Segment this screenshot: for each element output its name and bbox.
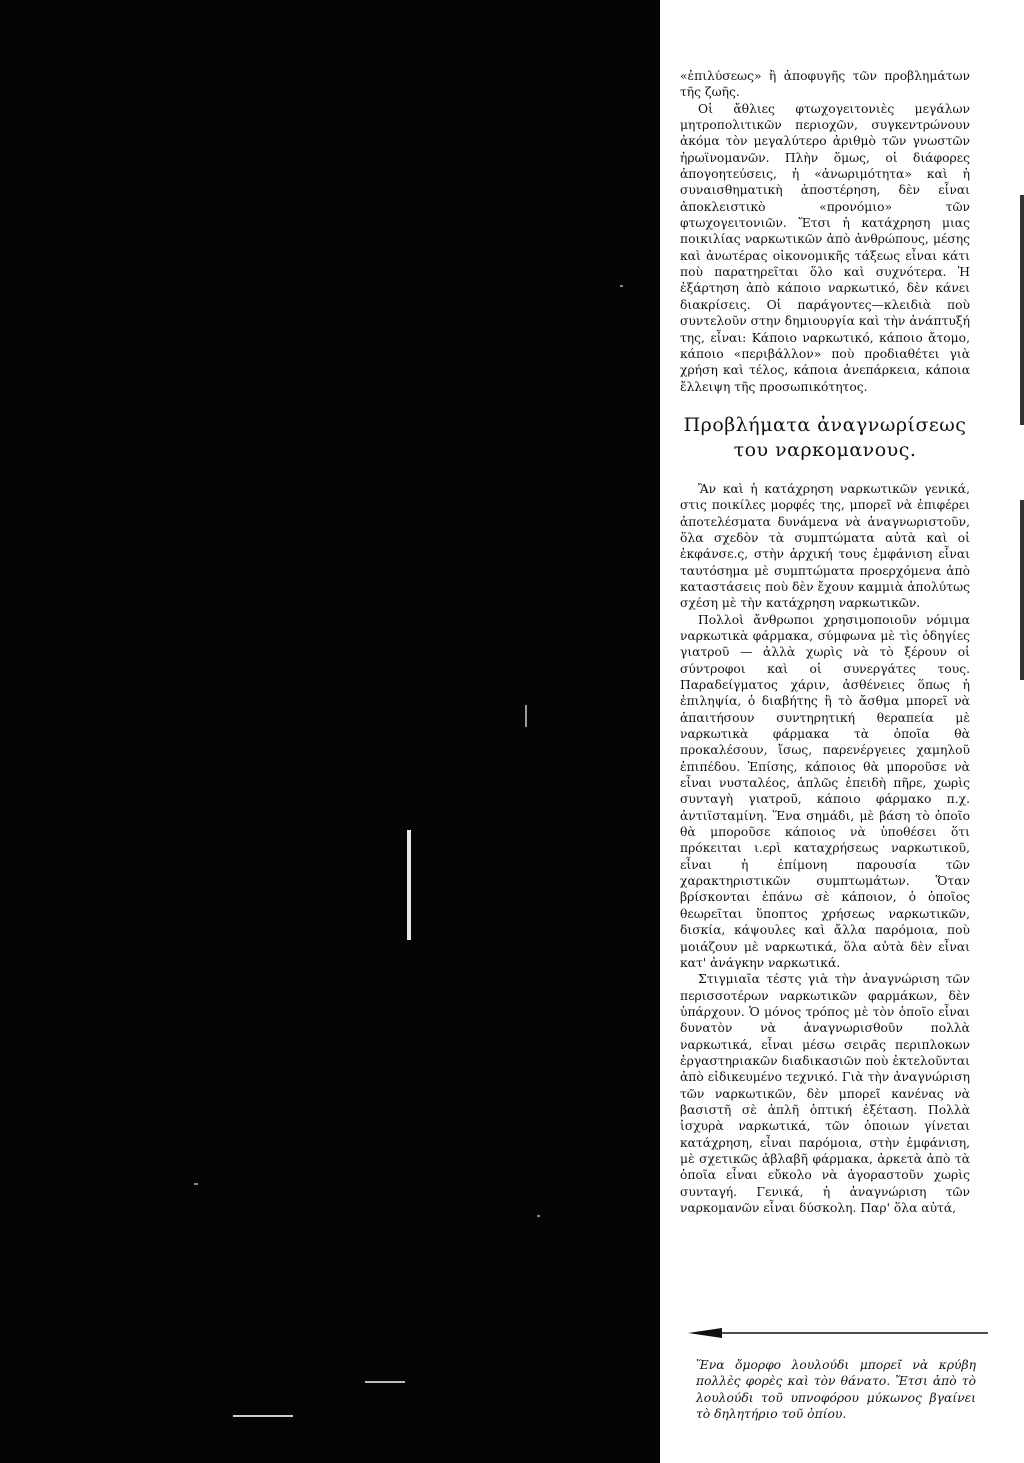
page-edge-mark <box>1020 500 1024 680</box>
photo-caption: Ἕνα ὄμορφο λουλούδι μπορεῖ νὰ κρύβη πολλὲς φορὲς καὶ τὸν θάνατο. Ἔτσι ἀπὸ τὸ λουλούδι τοῦ υπνοφόρου μύκωνος βγαίνει τὸ δηλητήριο τοῦ ὀπίου. <box>696 1358 976 1421</box>
photo-speck <box>233 1415 293 1417</box>
photo-highlight <box>407 830 411 940</box>
photo-speck <box>365 1381 405 1383</box>
caption-arrow-icon <box>688 1326 988 1340</box>
article-paragraph: Στιγμιαῖα τέστς γιὰ τὴν ἀναγνώριση τῶν περισσοτέρων ναρκωτικῶν φαρμάκων, δὲν ὑπάρχουν. Ὁ μόνος τρόπος μὲ τὸν ὁποῖο εἶναι δυνατὸν νὰ ἀναγνωρισθοῦν πολλὰ ναρκωτικά, εἶναι μέσω σειρᾶς περιπλοκων ἐργαστηριακῶν διαδικασιῶν ποὺ ἐκτελοῦνται ἀπὸ εἰδικευμένο τεχνικό. Γιὰ τὴν ἀναγνώριση τῶν ναρκωτικῶν, δὲν μπορεῖ κανένας νὰ βασιστῆ σὲ ἁπλῆ ὀπτική ἐξέταση. Πολλὰ ἰσχυρὰ ναρκωτικά, τῶν ὁποιων γίνεται κατάχρηση, εἶναι παρόμοια, στὴν ἐμφάνιση, μὲ σχετικῶς ἀβλαβῆ φάρμακα, ἀρκετὰ ἀπὸ τὰ ὁποῖα εἶναι εὔκολο νὰ ἀγοραστοῦν χωρὶς συνταγή. Γενικά, ἡ ἀναγνώριση τῶν ναρκομανῶν εἶναι δύσκολη. Παρ' ὅλα αὐτά, <box>680 972 970 1215</box>
article-column <box>680 68 970 1216</box>
photo-speck <box>525 705 527 727</box>
article-paragraph: Οἱ ἄθλιες φτωχογειτονιὲς μεγάλων μητροπολιτικῶν περιοχῶν, συγκεντρώνουν ἀκόμα τὸν μεγαλύτερο ἀριθμὸ τῶν γνωστῶν ἡρωϊνομανῶν. Πλὴν ὅμως, οἱ διάφορες ἀπογοητεύσεις, ἡ «ἀνωριμότητα» καὶ ἡ συναισθηματικὴ ἀποστέρηση, δὲν εἶναι ἀποκλειστικὸ «προνόμιο» τῶν φτωχογειτονιῶν. Ἔτσι ἡ κατάχρηση μιας ποικιλίας ναρκωτικῶν ἀπὸ ἀνθρώπους, μέσης καὶ ἀνωτέρας οἰκονομικῆς τάξεως εἶναι κάτι ποὺ παρατηρεῖται ὅλο καὶ συχνότερα. Ἡ ἐξάρτηση ἀπὸ κάποιο ναρκωτικό, δὲν κάνει διακρίσεις. Οἱ παράγοντες—κλειδιὰ ποὺ συντελοῦν στην δημιουργία καὶ τὴν ἀνάπτυξή της, εἶναι: Κάποιο ναρκωτικό, κάποιο ἄτομο, κάποιο «περιβάλλον» ποὺ προδιαθέτει γιὰ χρήση καὶ τέλος, κάποια ἀνεπάρκεια, κάποια ἔλλειψη τῆς προσωπικότητος. <box>680 101 970 394</box>
article-paragraph: «ἐπιλύσεως» ἢ ἀποφυγῆς τῶν προβλημάτων τῆς ζωῆς. <box>680 69 970 100</box>
article-paragraph: Πολλοὶ ἄνθρωποι χρησιμοποιοῦν νόμιμα ναρκωτικὰ φάρμακα, σύμφωνα μὲ τὶς ὁδηγίες γιατροῦ — ἀλλὰ χωρὶς νὰ τὸ ξέρουν οἱ σύντροφοι καὶ οἱ συνεργάτες τους. Παραδείγματος χάριν, ἀσθένειες ὅπως ἡ ἐπιληψία, ὁ διαβήτης ἢ τὸ ἄσθμα μπορεῖ νὰ ἀπαιτήσουν συντηρητική θεραπεία μὲ ναρκωτικὰ φάρμακα τὰ ὁποῖα θὰ προκαλέσουν, ἴσως, παρενέργειες χαμηλοῦ ἐπιπέδου. Ἐπίσης, κάποιος θὰ μποροῦσε νὰ εἶναι νυσταλέος, ἁπλῶς ἐπειδὴ πῆρε, χωρὶς συνταγὴ γιατροῦ, κάποιο φάρμακο π.χ. ἀντιϊσταμίνη. Ἕνα σημάδι, μὲ βάση τὸ ὁποῖο θὰ μποροῦσε κάποιος νὰ ὑποθέσει ὅτι πρόκειται ι.ερὶ καταχρήσεως ναρκωτικοῦ, εἶναι ἡ ἐπίμονη παρουσία τῶν χαρακτηριστικῶν συμπτωμάτων. Ὅταν βρίσκονται ἐπάνω σὲ κάποιον, ὁ ὁποῖος θεωρεῖται ὕποπτος χρήσεως ναρκωτικῶν, δισκία, κάψουλες καὶ ἄλλα παρόμοια, ποὺ μοιάζουν μὲ ναρκωτικά, ὅλα αὐτὰ δὲν εἶναι κατ' ἀνάγκην ναρκωτικά. <box>680 612 970 970</box>
section-heading: Προβλήματα ἀναγνωρίσεως του ναρκομανους. <box>683 413 967 461</box>
page-edge-mark <box>1020 195 1024 425</box>
article-paragraph: Ἂν καὶ ἡ κατάχρηση ναρκωτικῶν γενικά, στις ποικίλες μορφές της, μπορεῖ νὰ ἐπιφέρει ἀποτελέσματα δυνάμενα νὰ ἀναγνωριστοῦν, ὅλα σχεδὸν τὰ συμπτώματα αὐτὰ καὶ οἱ ἐκφάνσε.ς, στὴν ἀρχική τους ἐμφάνιση εἶναι ταυτόσημα μὲ συμπτώματα προερχόμενα ἀπὸ καταστάσεις ποὺ δὲν ἔχουν καμμιὰ ἀπολύτως σχέση μὲ τὴν κατάχρηση ναρκωτικῶν. <box>680 481 970 611</box>
photo-speck <box>194 1183 198 1185</box>
photo-speck <box>537 1215 540 1217</box>
photo-speck <box>620 285 623 287</box>
